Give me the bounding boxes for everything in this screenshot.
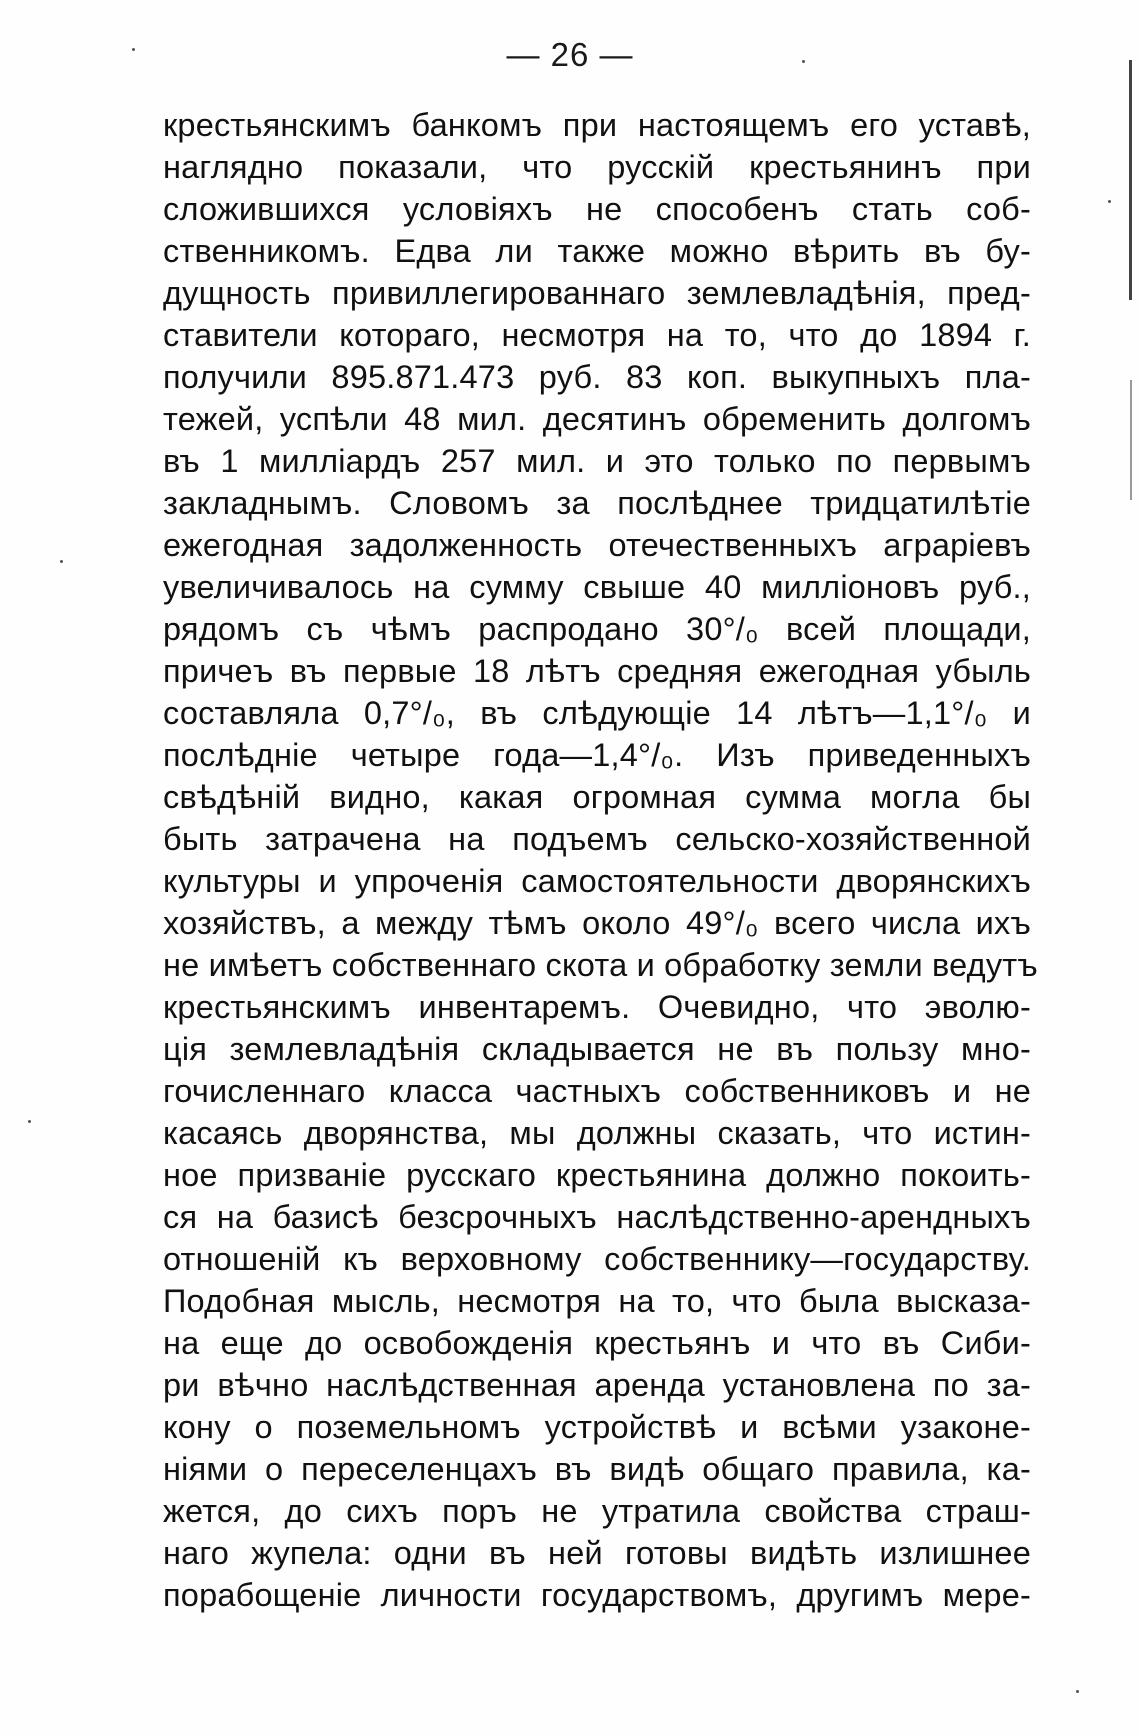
scan-speck (1076, 1690, 1079, 1693)
text-line: гочисленнаго класса частныхъ собственниковъ и не (163, 1073, 1031, 1109)
scan-speck (1108, 200, 1111, 203)
text-line: ніями о переселенцахъ въ видѣ общаго правила, ка- (163, 1451, 1031, 1487)
text-line: ставители котораго, несмотря на то, что до 1894 г. (163, 317, 1031, 353)
text-line: составляла 0,7°/₀, въ слѣдующіе 14 лѣтъ—1,1°/₀ и (163, 695, 1031, 731)
text-line: тежей, успѣли 48 мил. десятинъ обременить долгомъ (163, 401, 1031, 437)
text-line: жется, до сихъ поръ не утратила свойства страш- (163, 1493, 1031, 1529)
text-line: отношеній къ верховному собственнику—государству. (163, 1241, 1031, 1277)
text-line: культуры и упроченія самостоятельности дворянскихъ (163, 863, 1031, 899)
scan-speck (28, 1120, 31, 1123)
text-line: ся на базисѣ безсрочныхъ наслѣдственно-арендныхъ (163, 1199, 1031, 1235)
binding-edge-mark (1130, 380, 1132, 500)
text-line: касаясь дворянства, мы должны сказать, что истин- (163, 1115, 1031, 1151)
scan-speck (802, 60, 805, 63)
text-line: наго жупела: одни въ ней готовы видѣть излишнее (163, 1535, 1031, 1571)
text-line: Подобная мысль, несмотря на то, что была высказа- (163, 1283, 1031, 1319)
text-line: ри вѣчно наслѣдственная аренда установлена по за- (163, 1367, 1031, 1403)
text-line: ежегодная задолженность отечественныхъ аграріевъ (163, 527, 1031, 563)
text-line: крестьянскимъ инвентаремъ. Очевидно, что эволю- (163, 989, 1031, 1025)
text-line: крестьянскимъ банкомъ при настоящемъ его уставѣ, (163, 107, 1031, 143)
text-line: не имѣетъ собственнаго скота и обработку земли ведутъ (163, 947, 1038, 983)
text-line: ція землевладѣнія складывается не въ пользу мно- (163, 1031, 1031, 1067)
text-line: послѣдніе четыре года—1,4°/₀. Изъ приведенныхъ (163, 737, 1031, 773)
text-line: хозяйствъ, а между тѣмъ около 49°/₀ всего числа ихъ (163, 905, 1031, 941)
text-line: получили 895.871.473 руб. 83 коп. выкупныхъ пла- (163, 359, 1031, 395)
text-line: увеличивалось на сумму свыше 40 милліоновъ руб., (163, 569, 1031, 605)
text-line: кону о поземельномъ устройствѣ и всѣми узаконе- (163, 1409, 1031, 1445)
text-line: дущность привиллегированнаго землевладѣнія, пред- (163, 275, 1031, 311)
scan-speck (132, 48, 135, 51)
text-line: свѣдѣній видно, какая огромная сумма могла бы (163, 779, 1031, 815)
scan-speck (60, 560, 63, 563)
text-line: порабощеніе личности государствомъ, другимъ мере- (163, 1577, 1031, 1613)
text-line: въ 1 милліардъ 257 мил. и это только по первымъ (163, 443, 1031, 479)
text-line: сложившихся условіяхъ не способенъ стать соб- (163, 191, 1031, 227)
text-line: рядомъ съ чѣмъ распродано 30°/₀ всей площади, (163, 611, 1031, 647)
text-line: ственникомъ. Едва ли также можно вѣрить въ бу- (163, 233, 1031, 269)
page-number: — 26 — (506, 36, 634, 73)
text-line: на еще до освобожденія крестьянъ и что въ Сиби- (163, 1325, 1031, 1361)
text-line: быть затрачена на подъемъ сельско-хозяйственной (163, 821, 1031, 857)
text-line: причеъ въ первые 18 лѣтъ средняя ежегодная убыль (163, 653, 1031, 689)
body-text (163, 104, 1038, 1616)
text-line: наглядно показали, что русскій крестьянинъ при (163, 149, 1031, 185)
text-line: закладнымъ. Словомъ за послѣднее тридцатилѣтіе (163, 485, 1031, 521)
text-line: ное призваніе русскаго крестьянина должно покоить- (163, 1157, 1031, 1193)
binding-edge-mark (1129, 60, 1132, 300)
